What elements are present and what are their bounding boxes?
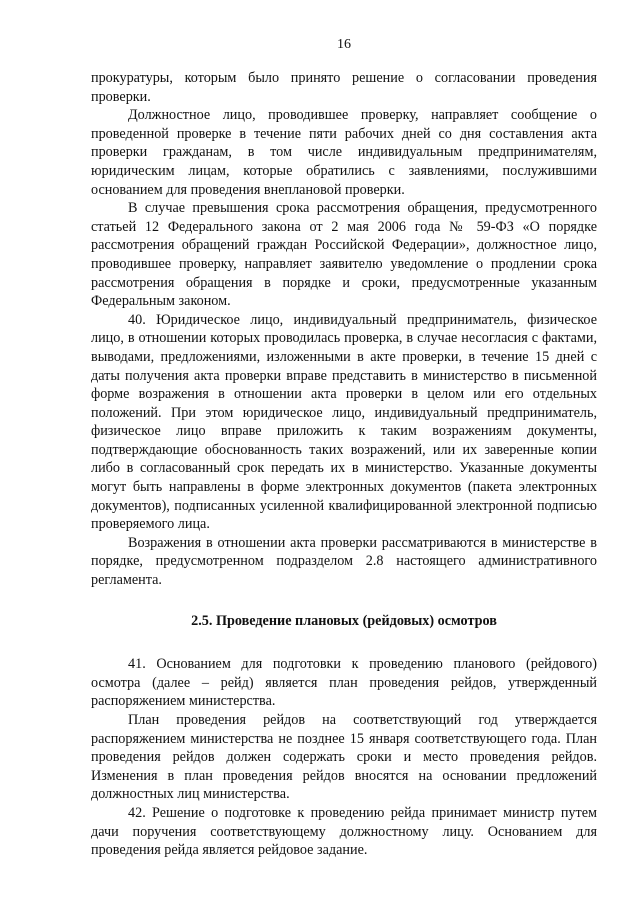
- paragraph-objections-review: Возражения в отношении акта проверки рассматриваются в министерстве в порядке, предусмотренном подразделом 2.8 настоящего административного регламента.: [91, 534, 597, 589]
- paragraph-prosecutor-continuation: прокуратуры, которым было принято решение о согласовании проведения проверки.: [91, 70, 597, 105]
- paragraph-appeal-term-extension: В случае превышения срока рассмотрения обращения, предусмотренного статьей 12 Федерального закона от 2 мая 2006 года № 59-ФЗ «О порядке рассмотрения обращений граждан Российской Федерации», должностное лицо, проводившее проверку, направляет заявителю уведомление о продлении срока рассмотрения обращения в порядке и сроки, предусмотренные указанным Федеральным законом.: [91, 200, 597, 310]
- paragraph-40-objections: 40. Юридическое лицо, индивидуальный предприниматель, физическое лицо, в отношении которых проводилась проверка, в случае несогласия с фактами, выводами, предложениями, изложенными в акте проверки, в течение 15 дней с даты получения акта проверки вправе представить в министерство в письменной форме возражения в отношении акта проверки в целом или его отдельных положений. При этом юридическое лицо, индивидуальный предприниматель, физическое лицо вправе приложить к таким возражениям документы, подтверждающие обоснованность таких возражений, или их заверенные копии либо в согласованный срок передать их в министерство. Указанные документы могут быть направлены в форме электронных документов (пакета электронных документов), подписанных усиленной квалифицированной электронной подписью проверяемого лица.: [91, 311, 597, 533]
- page-number: 16: [337, 37, 351, 52]
- document-page: [91, 36, 597, 860]
- paragraph-inspection-notice: Должностное лицо, проводившее проверку, направляет сообщение о проведенной проверке в течение пяти рабочих дней со дня составления акта проверки гражданам, в том числе индивидуальным предпринимателям, юридическим лицам, которые обратились с заявлениями, послужившими основанием для проведения внеплановой проверки.: [91, 107, 597, 198]
- paragraph-42-raid-decision: 42. Решение о подготовке к проведению рейда принимает министр путем дачи поручения соответствующему должностному лицу. Основанием для проведения рейда является рейдовое задание.: [91, 804, 597, 859]
- paragraph-41-raid-basis: 41. Основанием для подготовки к проведению планового (рейдового) осмотра (далее – рейд) является план проведения рейдов, утвержденный распоряжением министерства.: [91, 656, 597, 710]
- section-heading: 2.5. Проведение плановых (рейдовых) осмотров: [191, 612, 497, 629]
- paragraph-raid-plan: План проведения рейдов на соответствующий год утверждается распоряжением министерства не позднее 15 января соответствующего года. План проведения рейдов должен содержать сроки и место проведения рейдов. Изменения в план проведения рейдов вносятся на основании предложений должностных лиц министерства.: [91, 712, 597, 803]
